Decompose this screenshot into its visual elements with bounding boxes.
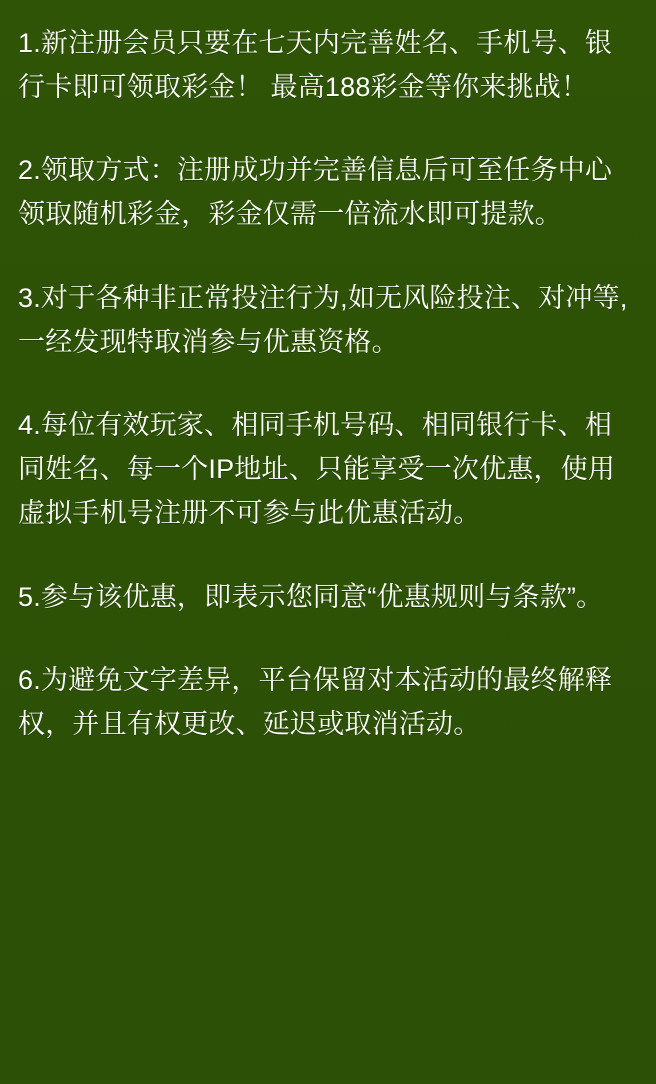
rule-item: 4.每位有效玩家、相同手机号码、相同银行卡、相同姓名、每一个IP地址、只能享受一次优惠，使用虚拟手机号注册不可参与此优惠活动。 [18,410,616,528]
rule-item: 1.新注册会员只要在七天内完善姓名、手机号、银行卡即可领取彩金！ 最高188彩金等你来挑战！ [18,28,613,102]
rule-item: 6.为避免文字差异，平台保留对本活动的最终解释权，并且有权更改、延迟或取消活动。 [18,665,613,740]
rules-list [18,22,636,747]
rule-item: 2.领取方式：注册成功并完善信息后可至任务中心领取随机彩金，彩金仅需一倍流水即可提款。 [18,155,613,230]
rule-item: 3.对于各种非正常投注行为,如无风险投注、对冲等,一经发现特取消参与优惠资格。 [18,282,628,357]
rule-item: 5.参与该优惠，即表示您同意“优惠规则与条款”。 [18,581,604,612]
